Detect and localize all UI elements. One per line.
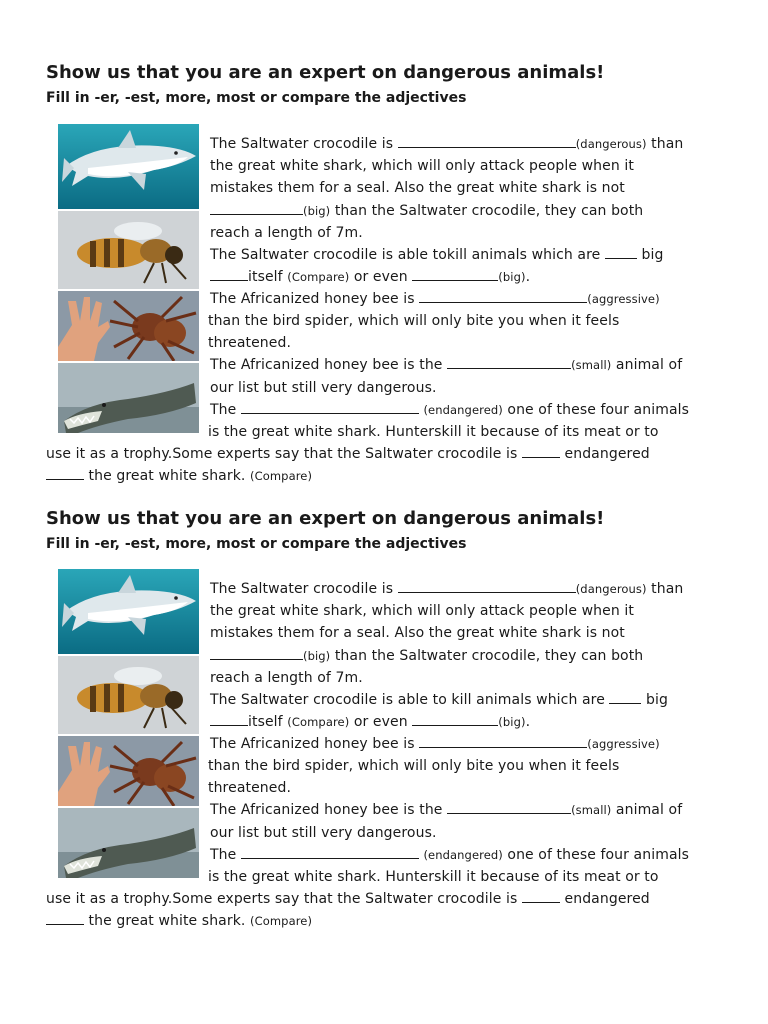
- paragraph-4-line-2: our list but still very dangerous.: [210, 380, 437, 396]
- paragraph-1-line-4: (big) than the Saltwater crocodile, they can both: [210, 201, 643, 221]
- paragraph-5-line-3: use it as a trophy.Some experts say that the Saltwater crocodile is endangered: [46, 891, 650, 907]
- paragraph-3-line-1: The Africanized honey bee is (aggressive): [210, 736, 660, 752]
- paragraph-4-line-2: our list but still very dangerous.: [210, 825, 437, 841]
- paragraph-3-line-2: than the bird spider, which will only bite you when it feels: [208, 758, 620, 774]
- answer-blank-2[interactable]: [210, 202, 303, 215]
- crocodile-photo: [58, 363, 199, 433]
- paragraph-4-line-1: The Africanized honey bee is the (small) animal of: [210, 802, 683, 818]
- paragraph-2-line-2: itself (Compare) or even (big).: [210, 712, 530, 732]
- paragraph-5-line-1: The (endangered) one of these four animals: [210, 847, 690, 863]
- paragraph-1-line-1: The Saltwater crocodile is (dangerous) than: [210, 581, 684, 597]
- crocodile-photo: [58, 808, 199, 878]
- answer-blank-6[interactable]: [419, 735, 587, 748]
- paragraph-2-line-2: itself (Compare) or even (big).: [210, 267, 530, 287]
- answer-blank-1[interactable]: [398, 135, 576, 148]
- answer-blank-4[interactable]: [210, 268, 248, 281]
- paragraph-5-line-4: the great white shark. (Compare): [46, 466, 312, 486]
- worksheet-title: Show us that you are an expert on dangerous animals!: [46, 62, 605, 83]
- answer-blank-8[interactable]: [241, 401, 419, 414]
- paragraph-1-line-5: reach a length of 7m.: [210, 225, 363, 241]
- paragraph-5-line-3: use it as a trophy.Some experts say that the Saltwater crocodile is endangered: [46, 446, 650, 462]
- answer-blank-10[interactable]: [46, 467, 84, 480]
- answer-blank-6[interactable]: [419, 290, 587, 303]
- answer-blank-7[interactable]: [447, 801, 571, 814]
- paragraph-1-line-4: (big) than the Saltwater crocodile, they can both: [210, 646, 643, 666]
- paragraph-1-line-3: mistakes them for a seal. Also the great white shark is not: [210, 625, 625, 641]
- paragraph-3-line-3: threatened.: [208, 335, 292, 351]
- answer-blank-9[interactable]: [522, 890, 560, 903]
- paragraph-5-line-1: The (endangered) one of these four animals: [210, 402, 690, 418]
- answer-blank-5[interactable]: [412, 268, 498, 281]
- paragraph-2-line-1: The Saltwater crocodile is able tokill animals which are big: [210, 247, 664, 263]
- honey-bee-photo: [58, 211, 199, 289]
- paragraph-4-line-1: The Africanized honey bee is the (small) animal of: [210, 357, 683, 373]
- shark-photo: [58, 124, 199, 209]
- answer-blank-8[interactable]: [241, 846, 419, 859]
- worksheet-title: Show us that you are an expert on dangerous animals!: [46, 508, 605, 529]
- paragraph-2-line-1: The Saltwater crocodile is able to kill animals which are big: [210, 692, 668, 708]
- answer-blank-2[interactable]: [210, 647, 303, 660]
- worksheet-subtitle: Fill in -er, -est, more, most or compare the adjectives: [46, 90, 467, 106]
- paragraph-3-line-3: threatened.: [208, 780, 292, 796]
- answer-blank-1[interactable]: [398, 580, 576, 593]
- answer-blank-3[interactable]: [609, 691, 641, 704]
- bird-spider-photo: [58, 736, 199, 806]
- answer-blank-5[interactable]: [412, 713, 498, 726]
- paragraph-5-line-2: is the great white shark. Hunterskill it because of its meat or to: [208, 424, 659, 440]
- paragraph-3-line-2: than the bird spider, which will only bite you when it feels: [208, 313, 620, 329]
- answer-blank-9[interactable]: [522, 445, 560, 458]
- paragraph-3-line-1: The Africanized honey bee is (aggressive): [210, 291, 660, 307]
- bird-spider-photo: [58, 291, 199, 361]
- honey-bee-photo: [58, 656, 199, 734]
- paragraph-1-line-5: reach a length of 7m.: [210, 670, 363, 686]
- answer-blank-3[interactable]: [605, 246, 637, 259]
- shark-photo: [58, 569, 199, 654]
- worksheet-1: [0, 62, 768, 492]
- worksheet-2: [0, 508, 768, 938]
- paragraph-1-line-2: the great white shark, which will only attack people when it: [210, 603, 634, 619]
- answer-blank-10[interactable]: [46, 912, 84, 925]
- paragraph-1-line-1: The Saltwater crocodile is (dangerous) than: [210, 136, 684, 152]
- paragraph-1-line-3: mistakes them for a seal. Also the great white shark is not: [210, 180, 625, 196]
- worksheet-subtitle: Fill in -er, -est, more, most or compare the adjectives: [46, 536, 467, 552]
- paragraph-1-line-2: the great white shark, which will only attack people when it: [210, 158, 634, 174]
- paragraph-5-line-4: the great white shark. (Compare): [46, 911, 312, 931]
- answer-blank-7[interactable]: [447, 356, 571, 369]
- paragraph-5-line-2: is the great white shark. Hunterskill it because of its meat or to: [208, 869, 659, 885]
- answer-blank-4[interactable]: [210, 713, 248, 726]
